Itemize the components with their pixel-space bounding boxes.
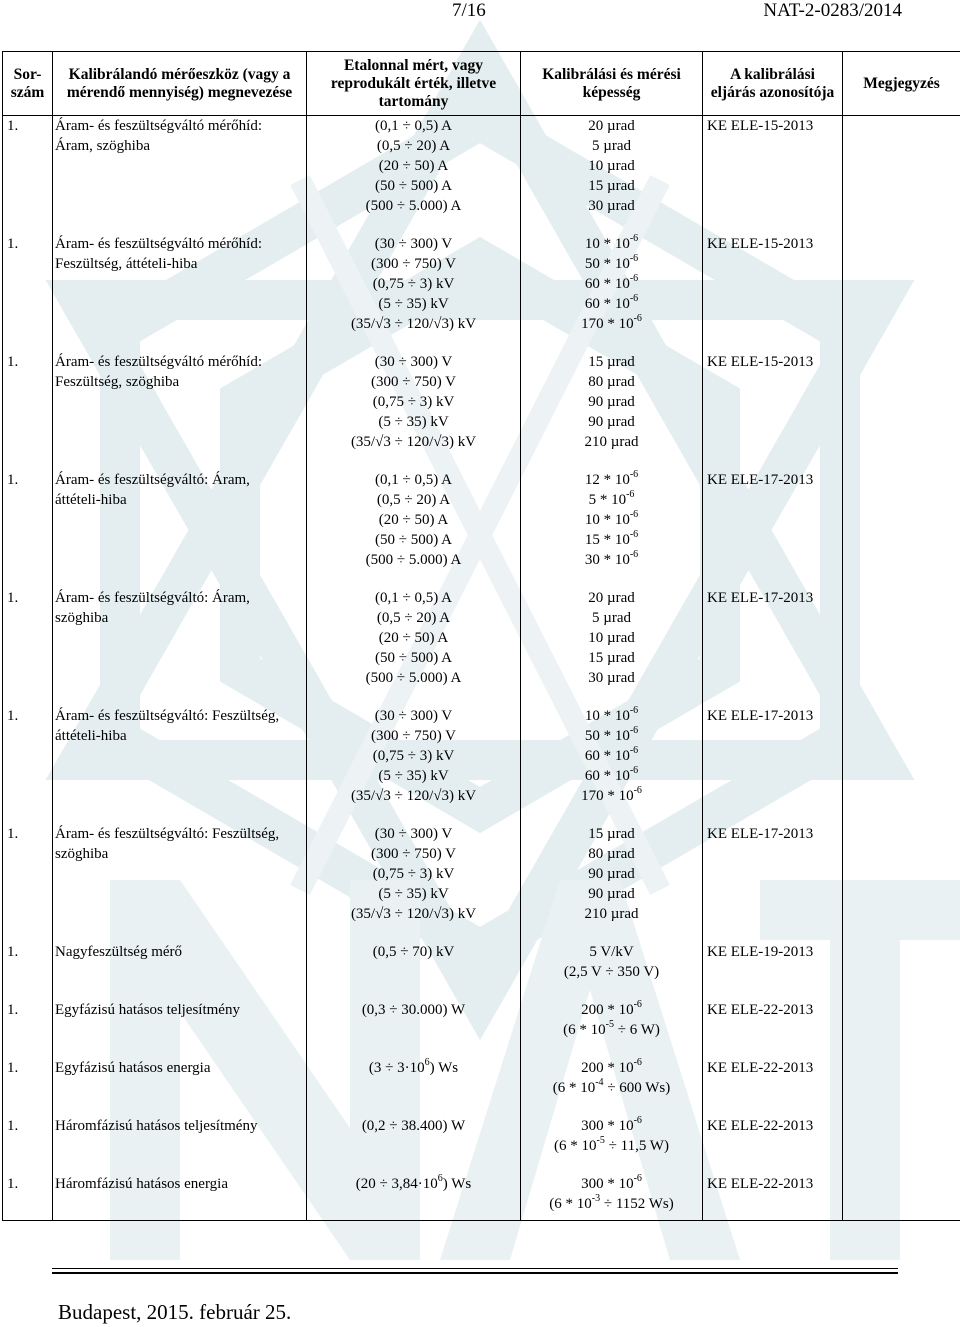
range-value: (0,1 ÷ 0,5) A	[375, 472, 452, 488]
cell-no: 1.	[3, 824, 53, 942]
cell-capability	[521, 1058, 703, 1116]
range-value: (5 ÷ 35) kV	[378, 768, 449, 784]
range-value: (500 ÷ 5.000) A	[365, 552, 462, 568]
cell-name	[53, 470, 307, 588]
cell-procedure: KE ELE-22-2013	[703, 1058, 843, 1116]
capability-value: 15 µrad	[588, 826, 635, 842]
range-value: $(20 \div 3,84\cdot 10^6)$ Ws	[355, 1173, 472, 1192]
cell-procedure: KE ELE-22-2013	[703, 1000, 843, 1058]
range-value: (5 ÷ 35) kV	[378, 414, 449, 430]
capability-value: $10 * 10^{-6}$	[584, 705, 639, 724]
capability-value: 10 µrad	[588, 630, 635, 646]
capability-value: $5 * 10^{-6}$	[588, 489, 635, 508]
cell-procedure: KE ELE-17-2013	[703, 588, 843, 706]
capability-value: $200 * 10^{-6}$	[581, 999, 642, 1018]
cell-capability	[521, 1174, 703, 1221]
cell-range	[307, 470, 521, 588]
name-line: áttételi-hiba	[55, 492, 127, 508]
capability-value: ($6 * 10^{-5} \div 6$ W)	[563, 1019, 660, 1038]
name-line: Áram- és feszültségváltó: Feszültség,	[55, 708, 280, 724]
capability-value: 80 µrad	[588, 374, 635, 390]
name-line: szöghiba	[55, 846, 109, 862]
range-value: $(3 \div 3\cdot 10^6)$ Ws	[368, 1057, 459, 1076]
cell-range	[307, 116, 521, 235]
cell-range	[307, 1000, 521, 1058]
range-value: (35/√3 ÷ 120/√3) kV	[350, 906, 477, 922]
cell-name	[53, 824, 307, 942]
capability-value: $15 * 10^{-6}$	[584, 529, 639, 548]
table-header-row	[3, 52, 960, 116]
range-value: (35/√3 ÷ 120/√3) kV	[350, 316, 477, 332]
name-line: szöghiba	[55, 610, 109, 626]
cell-name	[53, 234, 307, 352]
capability-value: ($6 * 10^{-3} \div 1152$ Ws)	[549, 1193, 674, 1212]
cell-no: 1.	[3, 588, 53, 706]
capability-value: $50 * 10^{-6}$	[584, 253, 639, 272]
name-line: Háromfázisú hatásos energia	[55, 1176, 228, 1192]
name-line: Feszültség, áttételi-hiba	[55, 256, 198, 272]
range-value: (0,5 ÷ 20) A	[376, 492, 451, 508]
cell-note	[843, 942, 960, 1000]
cell-note	[843, 1174, 960, 1221]
range-value: (0,75 ÷ 3) kV	[372, 748, 455, 764]
range-value: (0,5 ÷ 20) A	[376, 610, 451, 626]
table-body	[3, 116, 960, 1221]
cell-range	[307, 706, 521, 824]
cell-name	[53, 1174, 307, 1221]
range-value: (30 ÷ 300) V	[374, 236, 453, 252]
cell-capability	[521, 824, 703, 942]
capability-value: 5 µrad	[591, 138, 632, 154]
capability-value: 10 µrad	[588, 158, 635, 174]
document-id: NAT-2-0283/2014	[763, 0, 902, 21]
range-value: (35/√3 ÷ 120/√3) kV	[350, 434, 477, 450]
col-header-note: Megjegyzés	[843, 52, 960, 116]
col-header-range: Etalonnal mért, vagy reprodukált érték, illetve tartomány	[307, 52, 521, 116]
page-header	[0, 0, 960, 24]
footer-place-date: Budapest, 2015. február 25.	[58, 1300, 292, 1324]
capability-value: 30 µrad	[588, 198, 635, 214]
table-row	[3, 1116, 960, 1174]
capability-value: 80 µrad	[588, 846, 635, 862]
table-row	[3, 470, 960, 588]
range-value: (0,5 ÷ 70) kV	[372, 944, 455, 960]
cell-range	[307, 352, 521, 470]
capability-value: $60 * 10^{-6}$	[584, 293, 639, 312]
capability-value: 15 µrad	[588, 354, 635, 370]
col-header-no: Sor- szám	[3, 52, 53, 116]
calibration-table	[2, 51, 960, 1221]
cell-no: 1.	[3, 470, 53, 588]
cell-capability	[521, 588, 703, 706]
cell-no: 1.	[3, 1116, 53, 1174]
capability-value: (2,5 V ÷ 350 V)	[563, 964, 660, 980]
capability-value: 20 µrad	[588, 590, 635, 606]
capability-value: 20 µrad	[588, 118, 635, 134]
capability-value: 5 µrad	[591, 610, 632, 626]
cell-note	[843, 1058, 960, 1116]
table-row	[3, 352, 960, 470]
cell-procedure: KE ELE-19-2013	[703, 942, 843, 1000]
cell-name	[53, 352, 307, 470]
cell-no: 1.	[3, 234, 53, 352]
capability-value: ($6 * 10^{-5} \div 11,5$ W)	[554, 1135, 669, 1154]
range-value: (5 ÷ 35) kV	[378, 296, 449, 312]
cell-range	[307, 1058, 521, 1116]
table-row	[3, 1174, 960, 1221]
cell-procedure: KE ELE-15-2013	[703, 352, 843, 470]
name-line: áttételi-hiba	[55, 728, 127, 744]
cell-range	[307, 1116, 521, 1174]
table-row	[3, 1058, 960, 1116]
name-line: Áram- és feszültségváltó mérőhíd:	[55, 236, 263, 252]
range-value: (500 ÷ 5.000) A	[365, 198, 462, 214]
table-row	[3, 588, 960, 706]
col-header-procedure: A kalibrálási eljárás azonosítója	[703, 52, 843, 116]
capability-value: $200 * 10^{-6}$	[581, 1057, 642, 1076]
cell-note	[843, 116, 960, 235]
table-row	[3, 824, 960, 942]
name-line: Nagyfeszültség mérő	[55, 944, 183, 960]
cell-name	[53, 1058, 307, 1116]
cell-capability	[521, 942, 703, 1000]
range-value: (5 ÷ 35) kV	[378, 886, 449, 902]
range-value: (0,5 ÷ 20) A	[376, 138, 451, 154]
cell-capability	[521, 1000, 703, 1058]
cell-name	[53, 942, 307, 1000]
cell-procedure: KE ELE-22-2013	[703, 1116, 843, 1174]
capability-value: $170 * 10^{-6}$	[581, 313, 642, 332]
capability-value: 90 µrad	[588, 414, 635, 430]
cell-procedure: KE ELE-15-2013	[703, 116, 843, 235]
cell-procedure: KE ELE-17-2013	[703, 706, 843, 824]
cell-note	[843, 1116, 960, 1174]
capability-value: $60 * 10^{-6}$	[584, 273, 639, 292]
range-value: (50 ÷ 500) A	[375, 178, 452, 194]
range-value: (30 ÷ 300) V	[374, 826, 453, 842]
range-value: (0,75 ÷ 3) kV	[372, 866, 455, 882]
cell-range	[307, 1174, 521, 1221]
name-line: Áram- és feszültségváltó mérőhíd:	[55, 118, 263, 134]
footer-rule-thin	[52, 1268, 898, 1269]
capability-value: $60 * 10^{-6}$	[584, 765, 639, 784]
cell-no: 1.	[3, 352, 53, 470]
name-line: Áram- és feszültségváltó mérőhíd:	[55, 354, 263, 370]
range-value: (300 ÷ 750) V	[370, 728, 457, 744]
name-line: Áram- és feszültségváltó: Áram,	[55, 472, 250, 488]
name-line: Áram, szöghiba	[55, 138, 150, 154]
range-value: (0,3 ÷ 30.000) W	[361, 1002, 466, 1018]
range-value: (20 ÷ 50) A	[378, 158, 449, 174]
range-value: (50 ÷ 500) A	[375, 532, 452, 548]
page-number: 7/16	[452, 0, 486, 21]
cell-name	[53, 1000, 307, 1058]
cell-note	[843, 1000, 960, 1058]
cell-capability	[521, 706, 703, 824]
name-line: Áram- és feszültségváltó: Áram,	[55, 590, 250, 606]
capability-value: $60 * 10^{-6}$	[584, 745, 639, 764]
cell-range	[307, 824, 521, 942]
cell-capability	[521, 470, 703, 588]
capability-value: 210 µrad	[584, 434, 639, 450]
range-value: (30 ÷ 300) V	[374, 354, 453, 370]
range-value: (0,1 ÷ 0,5) A	[375, 118, 452, 134]
range-value: (300 ÷ 750) V	[370, 256, 457, 272]
capability-value: $50 * 10^{-6}$	[584, 725, 639, 744]
capability-value: 90 µrad	[588, 866, 635, 882]
name-line: Feszültség, szöghiba	[55, 374, 180, 390]
cell-name	[53, 116, 307, 235]
table-row	[3, 942, 960, 1000]
range-value: (0,75 ÷ 3) kV	[372, 394, 455, 410]
cell-no: 1.	[3, 1058, 53, 1116]
capability-value: $10 * 10^{-6}$	[584, 509, 639, 528]
range-value: (50 ÷ 500) A	[375, 650, 452, 666]
cell-range	[307, 234, 521, 352]
capability-value: $12 * 10^{-6}$	[584, 469, 639, 488]
cell-no: 1.	[3, 706, 53, 824]
range-value: (0,75 ÷ 3) kV	[372, 276, 455, 292]
range-value: (0,1 ÷ 0,5) A	[375, 590, 452, 606]
cell-note	[843, 234, 960, 352]
capability-value: 5 V/kV	[589, 944, 634, 960]
table-row	[3, 1000, 960, 1058]
capability-value: $300 * 10^{-6}$	[581, 1173, 642, 1192]
cell-no: 1.	[3, 1174, 53, 1221]
cell-procedure: KE ELE-22-2013	[703, 1174, 843, 1221]
range-value: (20 ÷ 50) A	[378, 512, 449, 528]
cell-capability	[521, 234, 703, 352]
capability-value: ($6 * 10^{-4} \div 600$ Ws)	[552, 1077, 671, 1096]
footer-rule-thick	[52, 1272, 898, 1274]
cell-no: 1.	[3, 942, 53, 1000]
cell-procedure: KE ELE-17-2013	[703, 470, 843, 588]
cell-procedure: KE ELE-15-2013	[703, 234, 843, 352]
col-header-capability: Kalibrálási és mérési képesség	[521, 52, 703, 116]
col-header-name: Kalibrálandó mérőeszköz (vagy a mérendő mennyiség) megnevezése	[53, 52, 307, 116]
cell-capability	[521, 352, 703, 470]
name-line: Egyfázisú hatásos teljesítmény	[55, 1002, 240, 1018]
cell-note	[843, 470, 960, 588]
name-line: Egyfázisú hatásos energia	[55, 1060, 211, 1076]
cell-capability	[521, 116, 703, 235]
range-value: (30 ÷ 300) V	[374, 708, 453, 724]
range-value: (500 ÷ 5.000) A	[365, 670, 462, 686]
cell-capability	[521, 1116, 703, 1174]
name-line: Áram- és feszültségváltó: Feszültség,	[55, 826, 280, 842]
cell-range	[307, 942, 521, 1000]
table-row	[3, 234, 960, 352]
capability-value: 90 µrad	[588, 394, 635, 410]
range-value: (300 ÷ 750) V	[370, 374, 457, 390]
capability-value: $300 * 10^{-6}$	[581, 1115, 642, 1134]
range-value: (35/√3 ÷ 120/√3) kV	[350, 788, 477, 804]
cell-note	[843, 352, 960, 470]
capability-value: $10 * 10^{-6}$	[584, 233, 639, 252]
range-value: (20 ÷ 50) A	[378, 630, 449, 646]
cell-name	[53, 588, 307, 706]
capability-value: $30 * 10^{-6}$	[584, 549, 639, 568]
capability-value: $170 * 10^{-6}$	[581, 785, 642, 804]
calibration-table-wrapper	[2, 51, 960, 1221]
cell-name	[53, 706, 307, 824]
capability-value: 90 µrad	[588, 886, 635, 902]
cell-note	[843, 824, 960, 942]
cell-name	[53, 1116, 307, 1174]
capability-value: 30 µrad	[588, 670, 635, 686]
name-line: Háromfázisú hatásos teljesítmény	[55, 1118, 258, 1134]
cell-note	[843, 706, 960, 824]
range-value: (0,2 ÷ 38.400) W	[361, 1118, 466, 1134]
cell-no: 1.	[3, 116, 53, 235]
table-row	[3, 116, 960, 235]
capability-value: 15 µrad	[588, 650, 635, 666]
table-row	[3, 706, 960, 824]
cell-procedure: KE ELE-17-2013	[703, 824, 843, 942]
capability-value: 15 µrad	[588, 178, 635, 194]
capability-value: 210 µrad	[584, 906, 639, 922]
cell-range	[307, 588, 521, 706]
cell-no: 1.	[3, 1000, 53, 1058]
range-value: (300 ÷ 750) V	[370, 846, 457, 862]
cell-note	[843, 588, 960, 706]
